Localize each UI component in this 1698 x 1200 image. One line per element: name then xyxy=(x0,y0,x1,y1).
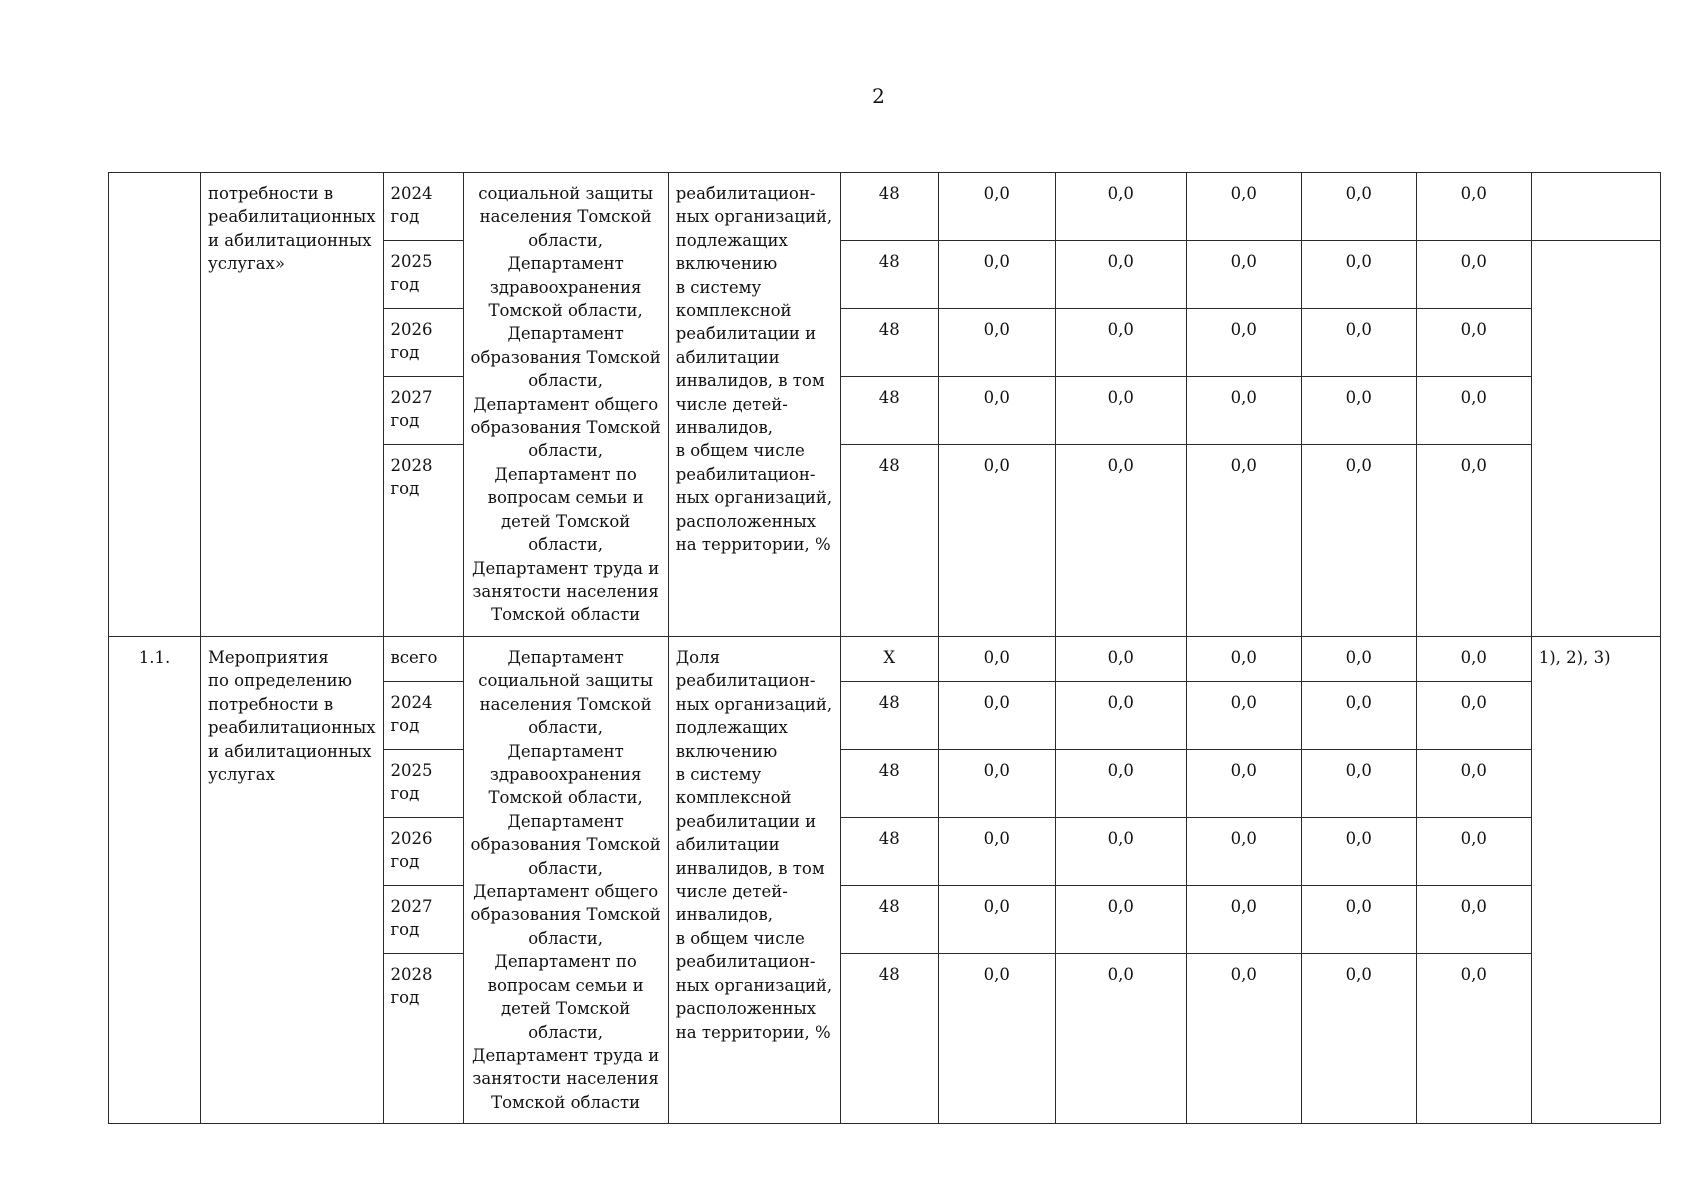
funding-value: 0,0 xyxy=(1416,445,1531,637)
table-row xyxy=(109,637,1661,682)
year-cell xyxy=(383,377,463,445)
executor-line: области, xyxy=(528,1022,604,1042)
activity-name-line: Мероприятия xyxy=(208,648,329,667)
indicator-line: реабилитации и xyxy=(675,324,817,344)
indicator-cell xyxy=(668,637,840,1124)
activity-name-line: и абилитационных xyxy=(208,230,372,250)
executor-line: социальной защиты xyxy=(478,184,653,203)
year-line: год xyxy=(390,411,420,431)
year-line: 2028 xyxy=(390,456,433,475)
activity-name-line: услугах xyxy=(208,765,275,785)
funding-value: 0,0 xyxy=(1416,377,1531,445)
executor-line: вопросам семьи и xyxy=(487,975,644,995)
year-line: 2028 xyxy=(390,965,433,984)
funding-value: 0,0 xyxy=(938,750,1055,818)
executor-line: области, xyxy=(528,718,604,738)
funding-value: 0,0 xyxy=(1301,241,1416,309)
funding-value: 0,0 xyxy=(1055,173,1186,241)
indicator-line: числе детей- xyxy=(675,882,788,902)
funding-value: 0,0 xyxy=(1055,637,1186,682)
year-cell xyxy=(383,750,463,818)
year-line: 2026 xyxy=(390,320,433,339)
year-cell xyxy=(383,954,463,1124)
year-line: год xyxy=(390,479,420,499)
indicator-line: на территории, % xyxy=(675,1022,831,1042)
year-cell xyxy=(383,173,463,241)
funding-value: 0,0 xyxy=(1055,818,1186,886)
year-line: год xyxy=(390,920,420,940)
target-value: 48 xyxy=(840,682,938,750)
funding-value: 0,0 xyxy=(1186,377,1301,445)
executor-line: Департамент по xyxy=(494,464,637,484)
target-value: 48 xyxy=(840,445,938,637)
executor-line: Департамент общего xyxy=(473,882,659,902)
year-line: 2026 xyxy=(390,829,433,848)
notes-cell: 1), 2), 3) xyxy=(1531,637,1660,1124)
funding-value: 0,0 xyxy=(1416,682,1531,750)
table-row xyxy=(109,173,1661,241)
executor-line: области, xyxy=(528,371,604,391)
target-value: 48 xyxy=(840,173,938,241)
funding-value: 0,0 xyxy=(1301,682,1416,750)
year-line: год xyxy=(390,784,420,804)
funding-value: 0,0 xyxy=(1301,886,1416,954)
funding-value: 0,0 xyxy=(938,954,1055,1124)
year-line: 2024 xyxy=(390,693,433,712)
funding-value: 0,0 xyxy=(1301,309,1416,377)
executor-line: Департамент xyxy=(507,811,624,831)
indicator-line: числе детей- xyxy=(675,394,788,414)
year-cell xyxy=(383,818,463,886)
executor-line: области, xyxy=(528,858,604,878)
executor-line: Департамент по xyxy=(494,952,637,972)
funding-value: 0,0 xyxy=(938,241,1055,309)
executor-line: занятости населения xyxy=(472,1069,659,1089)
year-line: 2024 xyxy=(390,184,433,203)
indicator-line: Доля xyxy=(675,648,720,667)
funding-value: 0,0 xyxy=(1416,954,1531,1124)
year-cell xyxy=(383,445,463,637)
funding-value: 0,0 xyxy=(1186,886,1301,954)
funding-value: 0,0 xyxy=(1186,241,1301,309)
funding-value: 0,0 xyxy=(938,309,1055,377)
indicator-line: реабилитации и xyxy=(675,811,817,831)
funding-value: 0,0 xyxy=(1186,682,1301,750)
indicator-line: на территории, % xyxy=(675,535,831,555)
year-cell xyxy=(383,637,463,682)
target-value: 48 xyxy=(840,241,938,309)
year-cell xyxy=(383,309,463,377)
year-line: год xyxy=(390,852,420,872)
funding-value: 0,0 xyxy=(1055,377,1186,445)
funding-value: 0,0 xyxy=(1416,309,1531,377)
funding-value: 0,0 xyxy=(1301,954,1416,1124)
executor-line: социальной защиты xyxy=(478,671,653,691)
indicator-line: комплексной xyxy=(675,301,792,321)
executor-line: Департамент xyxy=(507,648,624,667)
executor-line: Департамент общего xyxy=(473,394,659,414)
indicator-line: в общем числе xyxy=(675,441,805,461)
indicator-line: инвалидов, xyxy=(675,418,773,438)
year-line: год xyxy=(390,275,420,295)
funding-value: 0,0 xyxy=(938,818,1055,886)
executor-line: Томской области, xyxy=(488,301,643,321)
executor-line: Департамент труда и xyxy=(472,1045,660,1065)
funding-value: 0,0 xyxy=(1416,886,1531,954)
funding-value: 0,0 xyxy=(1186,750,1301,818)
activity-name-line: потребности в xyxy=(208,694,334,714)
year-line: 2027 xyxy=(390,897,433,916)
year-line: 2025 xyxy=(390,761,433,780)
executor-line: образования Томской xyxy=(470,905,661,925)
funding-value: 0,0 xyxy=(1186,309,1301,377)
funding-value: 0,0 xyxy=(1186,445,1301,637)
indicator-line: реабилитацион- xyxy=(675,952,816,972)
executor-cell xyxy=(463,637,668,1124)
indicator-line: комплексной xyxy=(675,788,792,808)
funding-value: 0,0 xyxy=(1416,818,1531,886)
indicator-line: абилитации xyxy=(675,835,780,855)
program-table xyxy=(108,172,1661,1124)
indicator-line: реабилитацион- xyxy=(675,464,816,484)
executor-line: Департамент xyxy=(507,324,624,344)
target-value: 48 xyxy=(840,818,938,886)
indicator-line: ных организаций, xyxy=(675,488,833,508)
year-line: 2027 xyxy=(390,388,433,407)
funding-value: 0,0 xyxy=(1055,750,1186,818)
indicator-line: в общем числе xyxy=(675,928,805,948)
funding-value: 0,0 xyxy=(1186,818,1301,886)
indicator-line: подлежащих xyxy=(675,230,788,250)
activity-name-line: реабилитационных xyxy=(208,718,376,738)
activity-name-line: потребности в xyxy=(208,184,334,203)
funding-value: 0,0 xyxy=(1416,241,1531,309)
page-number: 2 xyxy=(872,84,885,108)
year-line: год xyxy=(390,343,420,363)
indicator-line: включению xyxy=(675,741,778,761)
funding-value: 0,0 xyxy=(1055,886,1186,954)
funding-value: 0,0 xyxy=(938,886,1055,954)
year-line: год xyxy=(390,988,420,1008)
funding-value: 0,0 xyxy=(1416,637,1531,682)
executor-line: Томской области xyxy=(491,1092,641,1112)
year-cell xyxy=(383,886,463,954)
activity-name xyxy=(201,173,384,637)
target-value: Х xyxy=(840,637,938,682)
executor-cell xyxy=(463,173,668,637)
funding-value: 0,0 xyxy=(1055,445,1186,637)
funding-value: 0,0 xyxy=(1055,682,1186,750)
funding-value: 0,0 xyxy=(1301,818,1416,886)
indicator-line: ных организаций, xyxy=(675,694,833,714)
year-line: год xyxy=(390,716,420,736)
executor-line: Томской области, xyxy=(488,788,643,808)
indicator-line: инвалидов, xyxy=(675,905,773,925)
funding-value: 0,0 xyxy=(1186,637,1301,682)
funding-value: 0,0 xyxy=(938,377,1055,445)
executor-line: области, xyxy=(528,535,604,555)
indicator-line: в систему xyxy=(675,277,762,297)
funding-value: 0,0 xyxy=(938,637,1055,682)
indicator-line: расположенных xyxy=(675,511,817,531)
target-value: 48 xyxy=(840,954,938,1124)
indicator-line: в систему xyxy=(675,765,762,785)
executor-line: Томской области xyxy=(491,605,641,625)
executor-line: населения Томской xyxy=(479,207,652,227)
funding-value: 0,0 xyxy=(1301,377,1416,445)
funding-value: 0,0 xyxy=(1416,750,1531,818)
executor-line: образования Томской xyxy=(470,418,661,438)
executor-line: Департамент xyxy=(507,254,624,274)
year-cell xyxy=(383,682,463,750)
activity-name-line: по определению xyxy=(208,671,352,691)
activity-name-line: реабилитационных xyxy=(208,207,376,227)
indicator-line: ных организаций, xyxy=(675,975,833,995)
funding-value: 0,0 xyxy=(1055,241,1186,309)
notes-cell xyxy=(1531,241,1660,637)
funding-value: 0,0 xyxy=(1301,750,1416,818)
indicator-line: реабилитацион- xyxy=(675,671,816,691)
row-number: 1.1. xyxy=(109,637,201,1124)
funding-value: 0,0 xyxy=(1301,637,1416,682)
executor-line: Департамент xyxy=(507,741,624,761)
executor-line: здравоохранения xyxy=(489,277,642,297)
executor-line: занятости населения xyxy=(472,581,659,601)
indicator-line: расположенных xyxy=(675,999,817,1019)
executor-line: области, xyxy=(528,230,604,250)
executor-line: области, xyxy=(528,928,604,948)
year-line: год xyxy=(390,207,420,227)
funding-value: 0,0 xyxy=(1186,954,1301,1124)
executor-line: здравоохранения xyxy=(489,765,642,785)
year-line: всего xyxy=(390,648,438,667)
executor-line: области, xyxy=(528,441,604,461)
indicator-line: подлежащих xyxy=(675,718,788,738)
row-number xyxy=(109,173,201,637)
funding-value: 0,0 xyxy=(1055,954,1186,1124)
target-value: 48 xyxy=(840,750,938,818)
indicator-line: инвалидов, в том xyxy=(675,858,825,878)
indicator-line: абилитации xyxy=(675,347,780,367)
indicator-line: включению xyxy=(675,254,778,274)
funding-value: 0,0 xyxy=(1416,173,1531,241)
indicator-line: реабилитацион- xyxy=(675,184,816,203)
executor-line: вопросам семьи и xyxy=(487,488,644,508)
target-value: 48 xyxy=(840,309,938,377)
funding-value: 0,0 xyxy=(1055,309,1186,377)
funding-value: 0,0 xyxy=(1186,173,1301,241)
funding-value: 0,0 xyxy=(1301,173,1416,241)
indicator-cell xyxy=(668,173,840,637)
activity-name-line: и абилитационных xyxy=(208,741,372,761)
executor-line: образования Томской xyxy=(470,835,661,855)
funding-value: 0,0 xyxy=(938,682,1055,750)
notes-cell xyxy=(1531,173,1660,241)
executor-line: детей Томской xyxy=(500,999,631,1019)
target-value: 48 xyxy=(840,377,938,445)
funding-value: 0,0 xyxy=(938,173,1055,241)
activity-name-line: услугах» xyxy=(208,254,286,274)
executor-line: населения Томской xyxy=(479,694,652,714)
indicator-line: ных организаций, xyxy=(675,207,833,227)
indicator-line: инвалидов, в том xyxy=(675,371,825,391)
executor-line: Департамент труда и xyxy=(472,558,660,578)
target-value: 48 xyxy=(840,886,938,954)
executor-line: образования Томской xyxy=(470,347,661,367)
funding-value: 0,0 xyxy=(1301,445,1416,637)
activity-name xyxy=(201,637,384,1124)
year-cell xyxy=(383,241,463,309)
funding-value: 0,0 xyxy=(938,445,1055,637)
executor-line: детей Томской xyxy=(500,511,631,531)
year-line: 2025 xyxy=(390,252,433,271)
